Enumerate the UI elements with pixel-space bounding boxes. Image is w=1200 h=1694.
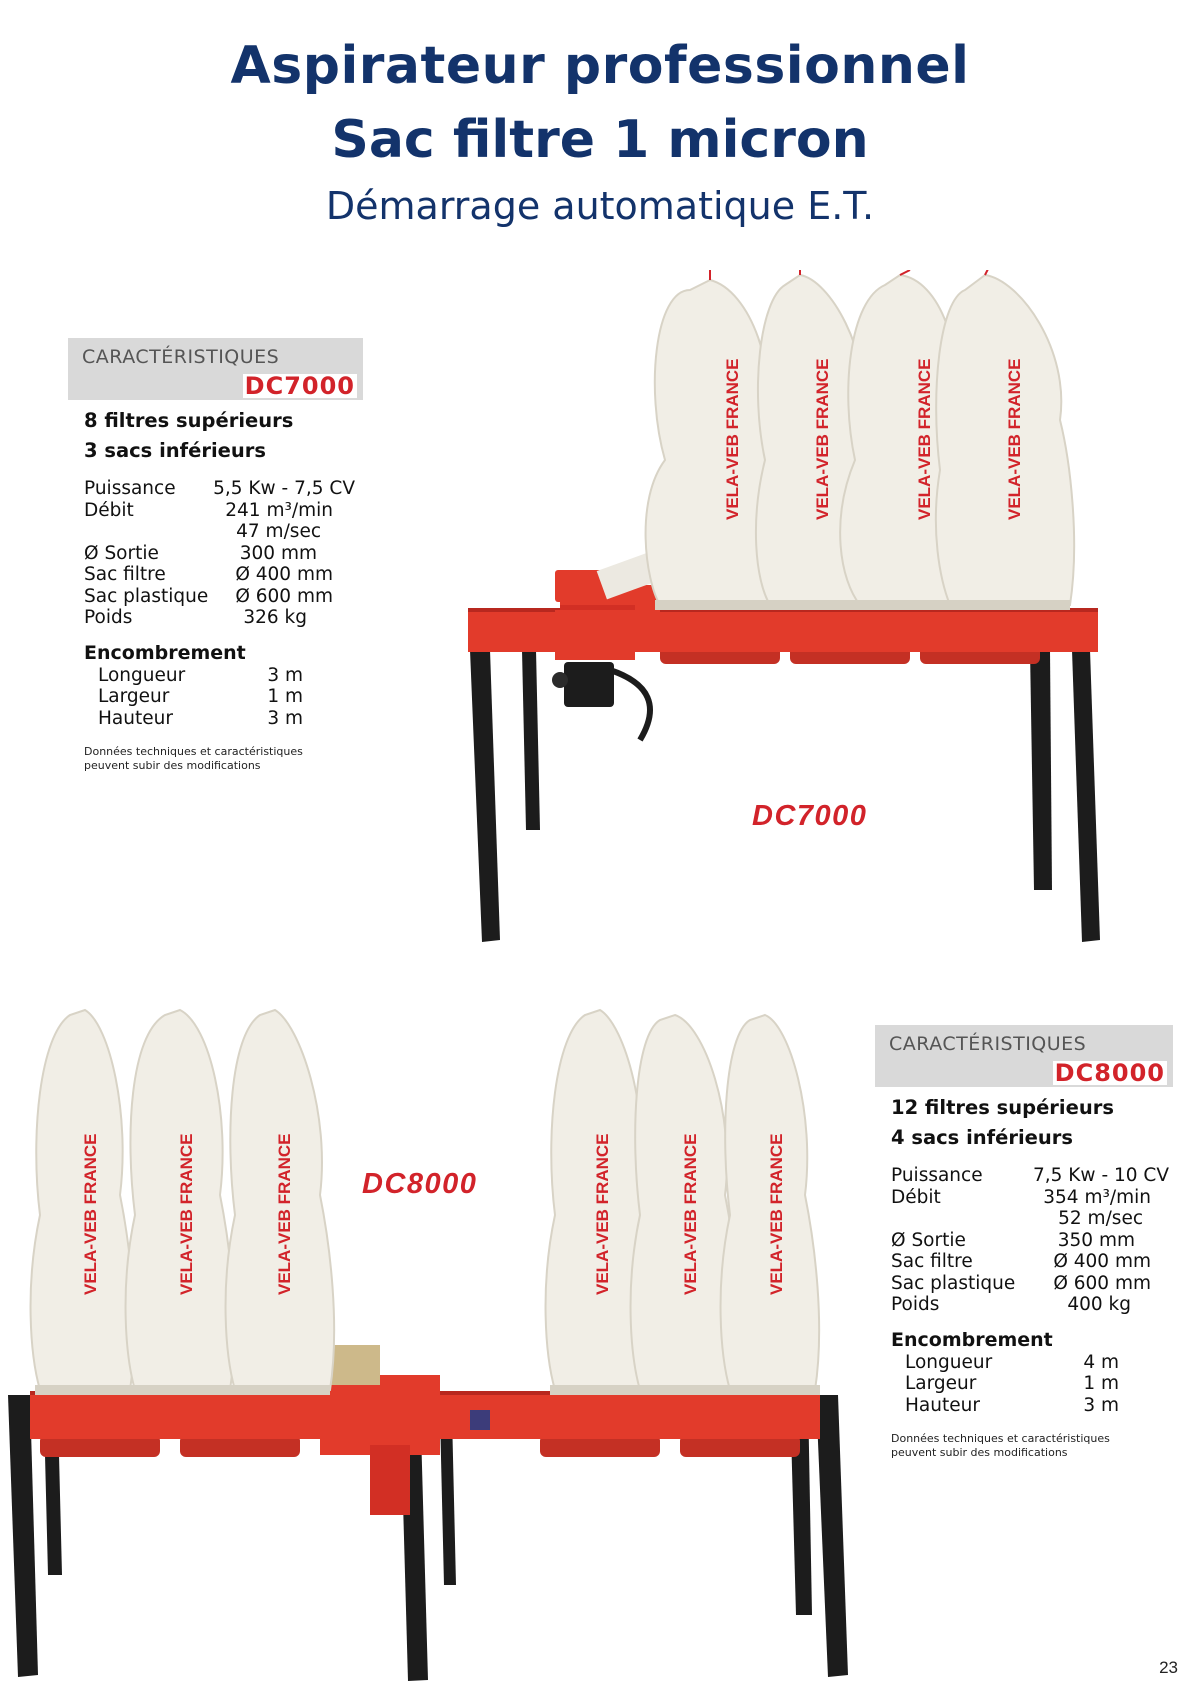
dc7000-machine-photo [460,270,1140,950]
spec-list [891,1165,1173,1316]
spec-row: Débit 241 m³/min [84,499,333,521]
encombrement-row: Hauteur 3 m [905,1394,1119,1416]
spec-header-label: CARACTÉRISTIQUES [889,1033,1087,1055]
page-subtitle: Sac filtre 1 micron [331,110,869,170]
filters-count: 8 filtres supérieurs [84,409,294,432]
spec-row: 52 m/sec [1058,1208,1143,1229]
svg-text:VELA-VEB FRANCE: VELA-VEB FRANCE [593,1133,612,1295]
bag-print [81,1133,786,1295]
svg-text:VELA-VEB FRANCE: VELA-VEB FRANCE [81,1133,100,1295]
svg-text:VELA-VEB FRANCE: VELA-VEB FRANCE [1005,358,1024,520]
svg-text:VELA-VEB FRANCE: VELA-VEB FRANCE [681,1133,700,1295]
page-title: Aspirateur professionnel [230,36,970,96]
spec-header-model: DC7000 [244,372,355,400]
spec-row: Poids 326 kg [84,607,307,628]
spec-row: Sac plastique Ø 600 mm [891,1272,1151,1294]
encombrement-title: Encombrement [84,641,246,664]
spec-row: Ø Sortie 300 mm [84,542,317,564]
encombrement-row: Largeur 1 m [905,1373,1119,1394]
bag-hooks [710,270,990,280]
spec-header-label: CARACTÉRISTIQUES [82,346,280,368]
spec-header [875,1025,1173,1087]
disclaimer-note: Données techniques et caractéristiques peuvent subir des modifications [84,745,303,772]
encombrement-row: Largeur 1 m [98,686,303,707]
spec-row: Ø Sortie 350 mm [891,1229,1135,1251]
dc8000-photo-label: DC8000 [362,1168,478,1200]
bags-count: 3 sacs inférieurs [84,439,266,462]
spec-list [84,478,363,629]
spec-header [68,338,363,400]
dc8000-machine-photo [0,995,860,1685]
svg-text:VELA-VEB FRANCE: VELA-VEB FRANCE [177,1133,196,1295]
spec-row: Sac filtre Ø 400 mm [891,1251,1151,1272]
page-number: 23 [1159,1658,1178,1677]
encombrement-row: Hauteur 3 m [98,707,303,729]
spec-header-model: DC8000 [1054,1059,1165,1087]
encombrement-title: Encombrement [891,1328,1053,1351]
encombrement-list [891,1352,1173,1417]
filters-count: 12 filtres supérieurs [891,1096,1114,1119]
page-tagline: Démarrage automatique E.T. [325,184,875,228]
svg-text:VELA-VEB FRANCE: VELA-VEB FRANCE [275,1133,294,1295]
bags-count: 4 sacs inférieurs [891,1126,1073,1149]
bag-rings-top [655,600,1070,610]
spec-row: Puissance 7,5 Kw - 10 CV [891,1165,1169,1186]
spec-panel-dc8000 [875,1025,1173,1460]
svg-text:VELA-VEB FRANCE: VELA-VEB FRANCE [767,1133,786,1295]
spec-panel-dc7000 [68,338,363,773]
spec-row: 47 m/sec [236,521,321,542]
disclaimer-note: Données techniques et caractéristiques peuvent subir des modifications [891,1432,1110,1459]
encombrement-row: Longueur 4 m [905,1351,1119,1373]
svg-text:VELA-VEB FRANCE: VELA-VEB FRANCE [813,358,832,520]
encombrement-list [84,665,363,730]
svg-text:VELA-VEB FRANCE: VELA-VEB FRANCE [723,358,742,520]
spec-row: Débit 354 m³/min [891,1186,1151,1208]
svg-text:VELA-VEB FRANCE: VELA-VEB FRANCE [915,358,934,520]
dc7000-photo-label: DC7000 [752,800,868,832]
spec-row: Sac plastique Ø 600 mm [84,585,333,607]
spec-row: Poids 400 kg [891,1294,1131,1315]
spec-row: Sac filtre Ø 400 mm [84,564,333,585]
encombrement-row: Longueur 3 m [98,664,303,686]
spec-row: Puissance 5,5 Kw - 7,5 CV [84,478,355,499]
